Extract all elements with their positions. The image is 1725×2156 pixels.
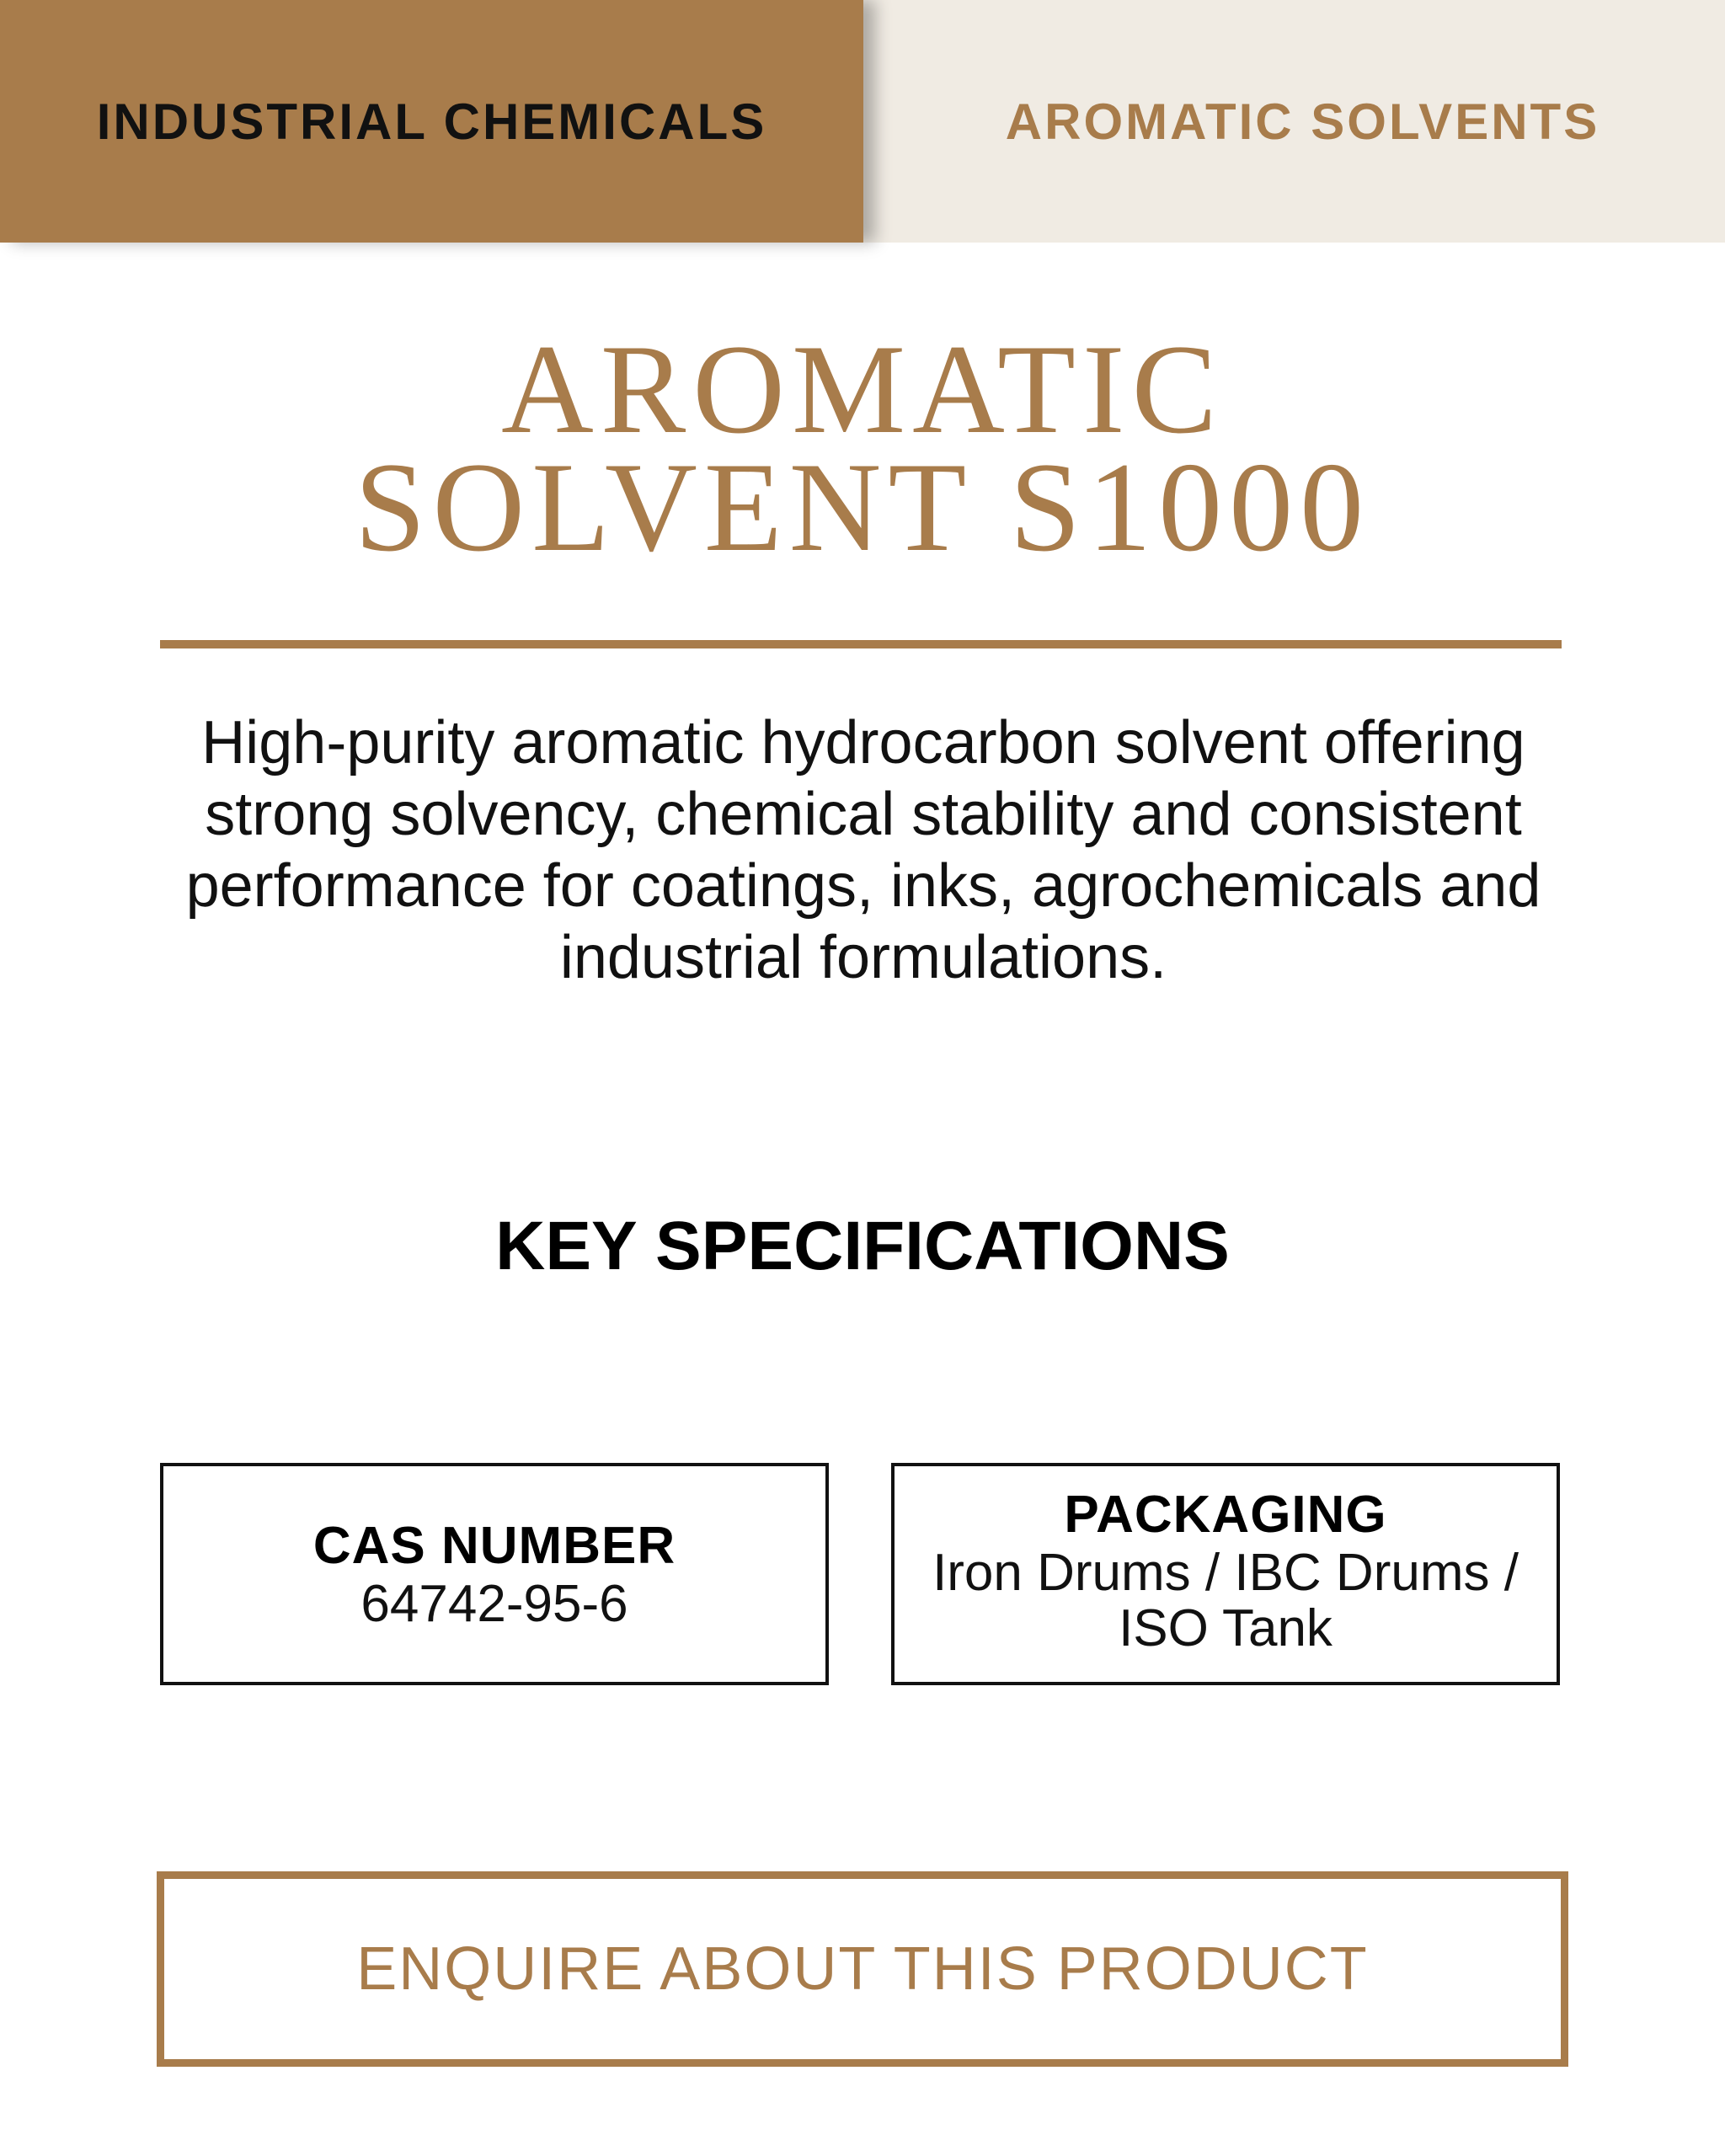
- category-tab-bar: [0, 0, 1725, 243]
- product-description: High-purity aromatic hydrocarbon solvent offering strong solvency, chemical stability and consistent performance for coatings, inks, agrochemicals and industrial formulations.: [185, 709, 1541, 991]
- spec-card-packaging: [891, 1463, 1560, 1685]
- product-title-line-2: SOLVENT S1000: [354, 436, 1371, 578]
- spec-label-packaging: PACKAGING: [1064, 1486, 1387, 1544]
- spec-card-cas-number: [160, 1463, 829, 1685]
- tab-industrial-chemicals[interactable]: INDUSTRIAL CHEMICALS: [0, 0, 863, 243]
- spec-value-cas-number: 64742-95-6: [360, 1575, 628, 1633]
- enquire-button[interactable]: ENQUIRE ABOUT THIS PRODUCT: [157, 1871, 1568, 2067]
- product-title: [0, 318, 1725, 578]
- spec-label-cas-number: CAS NUMBER: [312, 1517, 676, 1575]
- key-specifications-heading: KEY SPECIFICATIONS: [495, 1208, 1230, 1284]
- spec-value-packaging: Iron Drums / IBC Drums / ISO Tank: [932, 1544, 1519, 1657]
- product-title-line-1: AROMATIC: [501, 318, 1224, 460]
- tab-aromatic-solvents[interactable]: AROMATIC SOLVENTS: [1005, 93, 1600, 150]
- title-divider: [160, 640, 1562, 648]
